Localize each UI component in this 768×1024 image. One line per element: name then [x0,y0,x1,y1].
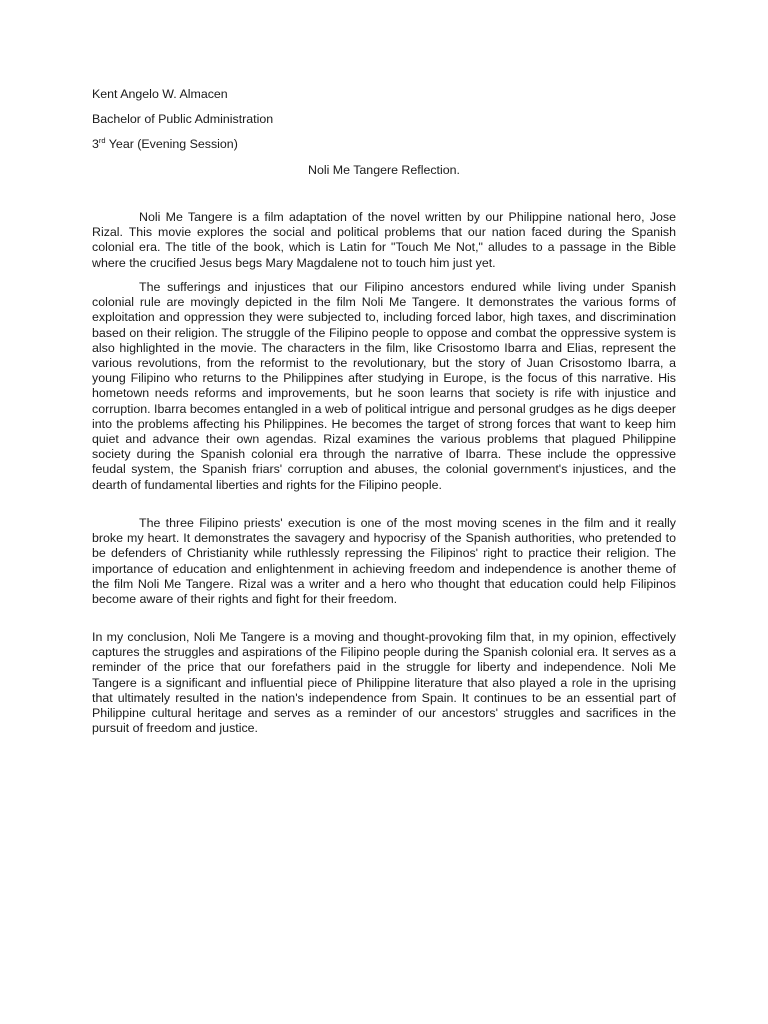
year-number: 3 [92,137,99,151]
document-title: Noli Me Tangere Reflection. [308,163,460,177]
year-session: Year (Evening Session) [105,137,238,151]
paragraph-sufferings: The sufferings and injustices that our Filipino ancestors endured while living under Spanish colonial rule are movingly depicted in the film Noli Me Tangere. It demonstrates the various forms of exploitation and oppression they were subjected to, including forced labor, high taxes, and discrimination based on their religion. The struggle of the Filipino people to oppose and combat the oppressive system is also highlighted in the movie. The characters in the film, like Crisostomo Ibarra and Elias, represent the various revolutions, from the reformist to the revolutionary, but the story of Juan Crisostomo Ibarra, a young Filipino who returns to the Philippines after studying in Europe, is the focus of this narrative. His hometown needs reforms and improvements, but he soon learns that society is rife with injustice and corruption. Ibarra becomes entangled in a web of political intrigue and personal grudges as he digs deeper into the problems affecting his Philippines. He becomes the target of strong forces that want to keep him quiet and advance their own agendas. Rizal examines the various problems that plagued Philippine society during the Spanish colonial era through the narrative of Ibarra. These include the oppressive feudal system, the Spanish friars' corruption and abuses, the colonial government's injustices, and the dearth of fundamental liberties and rights for the Filipino people. [92,280,676,492]
degree-program: Bachelor of Public Administration [92,112,274,126]
author-name: Kent Angelo W. Almacen [92,87,228,101]
paragraph-conclusion: In my conclusion, Noli Me Tangere is a moving and thought-provoking film that, in my opinion, effectively captures the struggles and aspirations of the Filipino people during the Spanish colonial era. It serves as a reminder of the price that our forefathers paid in the struggle for liberty and independence. Noli Me Tangere is a significant and influential piece of Philippine literature that also played a role in the uprising that ultimately resulted in the nation's independence from Spain. It continues to be an essential part of Philippine cultural heritage and serves as a reminder of our ancestors' struggles and sacrifices in the pursuit of freedom and justice. [92,630,676,736]
year-level [92,136,238,152]
paragraph-execution: The three Filipino priests' execution is one of the most moving scenes in the film and it really broke my heart. It demonstrates the savagery and hypocrisy of the Spanish authorities, who pretended to be defenders of Christianity while ruthlessly repressing the Filipinos' right to practice their religion. The importance of education and enlightenment in achieving freedom and independence is another theme of the film Noli Me Tangere. Rizal was a writer and a hero who thought that education could help Filipinos become aware of their rights and fight for their freedom. [92,516,676,607]
year-ordinal-suffix: rd [98,135,106,145]
paragraph-intro: Noli Me Tangere is a film adaptation of the novel written by our Philippine national hero, Jose Rizal. This movie explores the social and political problems that our nation faced during the Spanish colonial era. The title of the book, which is Latin for "Touch Me Not," alludes to a passage in the Bible where the crucified Jesus begs Mary Magdalene not to touch him just yet. [92,210,676,270]
